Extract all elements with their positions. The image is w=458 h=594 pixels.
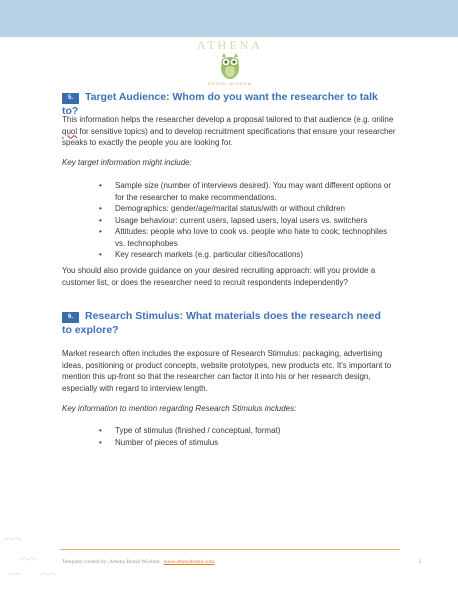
list-item: • Key research markets (e.g. particular cities/locations): [105, 249, 395, 261]
section-5-bullet-list: [105, 180, 395, 261]
logo-wordmark: ATHENA: [197, 38, 263, 52]
section-5-guidance: You should also provide guidance on your desired recruiting approach: will you provide a customer list, or does the researcher need to recruit respondents independently?: [62, 266, 376, 287]
decorative-birds-icon: [0, 520, 80, 590]
section-number-badge: 6.: [62, 312, 79, 323]
section-number-badge: 5.: [62, 93, 79, 104]
footer-divider: [60, 549, 400, 550]
footer: [62, 559, 402, 565]
page-number: 3: [418, 559, 421, 565]
misspelled-word: quol: [62, 126, 78, 136]
footer-credit: Template created by: Athena Brand Wisdom: [62, 559, 160, 565]
section-5-key-label: Key target information might include:: [62, 158, 192, 167]
list-item: • Number of pieces of stimulus: [105, 437, 395, 449]
header-band: [0, 0, 458, 37]
footer-website-link[interactable]: www.athenabrand.com: [163, 559, 215, 565]
list-item: • Attitudes: people who love to cook vs. people who hate to cook; technophiles vs. technophobes: [105, 226, 395, 249]
section-6-heading: [62, 309, 392, 337]
owl-icon: [218, 50, 242, 80]
list-item: • Type of stimulus (finished / conceptual, format): [105, 425, 395, 437]
logo-tagline: BRAND WISDOM: [208, 81, 252, 86]
section-6-bullet-list: [105, 425, 395, 448]
section-5-intro: This information helps the researcher develop a proposal tailored to that audience (e.g. online quol for sensitive topics) and to develop recruitment specifications that ensure your researcher speaks to exactly the people you are looking for.: [62, 115, 396, 147]
section-6-intro: Market research often includes the exposure of Research Stimulus: packaging, advertising ideas, positioning or product concepts, website prototypes, new products etc. It's important to mention this up-front so that the researcher can factor it into his or her research design, especially with regard to interview length.: [62, 349, 392, 393]
list-item: • Usage behaviour: current users, lapsed users, loyal users vs. switchers: [105, 215, 395, 227]
section-title: Research Stimulus: What materials does the research need to explore?: [62, 310, 381, 336]
list-item: • Sample size (number of interviews desired). You may want different options or for the researcher to make recommendations.: [105, 180, 395, 203]
athena-logo: [190, 38, 270, 88]
section-6-key-label: Key information to mention regarding Research Stimulus includes:: [62, 404, 297, 413]
list-item: • Demographics: gender/age/marital status/with or without children: [105, 203, 395, 215]
section-title: Target Audience: Whom do you want the researcher to talk to?: [62, 91, 378, 117]
